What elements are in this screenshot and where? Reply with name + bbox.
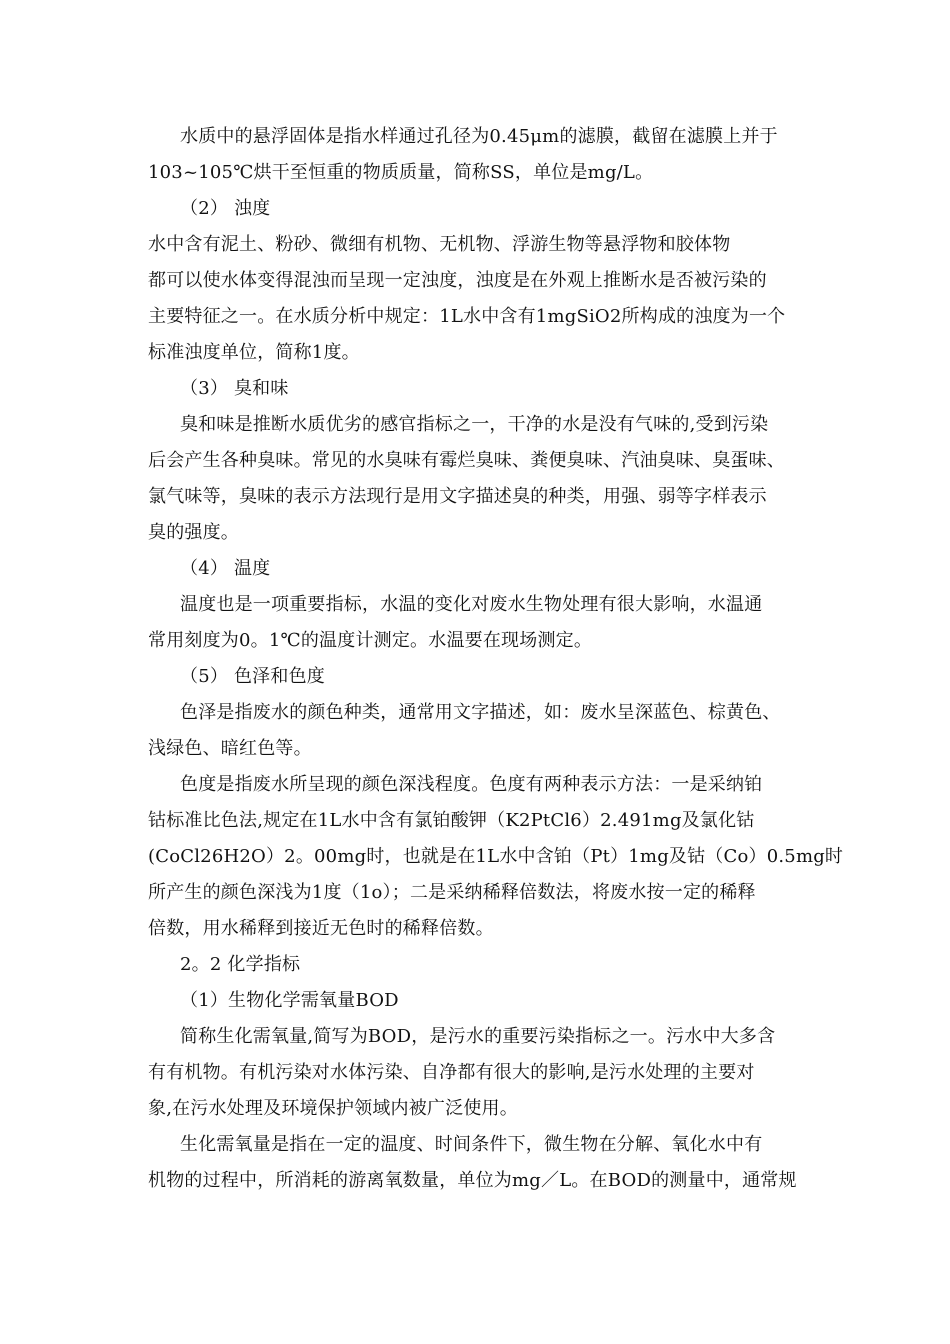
section-heading: （3） 臭和味 (180, 378, 289, 399)
paragraph-line: 臭的强度。 (148, 522, 239, 543)
paragraph-line: 103~105℃烘干至恒重的物质质量，简称SS，单位是mg/L。 (148, 162, 654, 183)
paragraph-line: 有有机物。有机污染对水体污染、自净都有很大的影响,是污水处理的主要对 (148, 1062, 755, 1083)
paragraph-line: (CoCl26H2O）2。00mg时，也就是在1L水中含铂（Pt）1mg及钴（Co）0.5mg时 (148, 846, 844, 867)
paragraph-line: 象,在污水处理及环境保护领域内被广泛使用。 (148, 1098, 518, 1119)
paragraph-line: 温度也是一项重要指标，水温的变化对废水生物处理有很大影响，水温通 (180, 594, 763, 615)
paragraph-line: 后会产生各种臭味。常见的水臭味有霉烂臭味、粪便臭味、汽油臭味、臭蛋味、 (148, 450, 785, 471)
paragraph-line: 机物的过程中，所消耗的游离氧数量，单位为mg／L。在BOD的测量中，通常规 (148, 1170, 797, 1191)
section-heading: 2。2 化学指标 (180, 954, 301, 975)
paragraph-line: 氯气味等，臭味的表示方法现行是用文字描述臭的种类，用强、弱等字样表示 (148, 486, 767, 507)
paragraph-line: 简称生化需氧量,简写为BOD，是污水的重要污染指标之一。污水中大多含 (180, 1026, 776, 1047)
paragraph-line: 色度是指废水所呈现的颜色深浅程度。色度有两种表示方法：一是采纳铂 (180, 774, 763, 795)
paragraph-line: 常用刻度为0。1℃的温度计测定。水温要在现场测定。 (148, 630, 593, 651)
subsection-heading: （1）生物化学需氧量BOD (180, 990, 399, 1011)
paragraph-line: 标准浊度单位，简称1度。 (148, 342, 360, 363)
section-heading: （4） 温度 (180, 558, 271, 579)
section-heading: （5） 色泽和色度 (180, 666, 325, 687)
paragraph-line: 倍数，用水稀释到接近无色时的稀释倍数。 (148, 918, 494, 939)
section-heading: （2） 浊度 (180, 198, 271, 219)
paragraph-line: 水中含有泥土、粉砂、微细有机物、无机物、浮游生物等悬浮物和胶体物 (148, 234, 731, 255)
paragraph-line: 钴标准比色法,规定在1L水中含有氯铂酸钾（K2PtCl6）2.491mg及氯化钴 (148, 810, 755, 831)
paragraph-line: 生化需氧量是指在一定的温度、时间条件下，微生物在分解、氧化水中有 (180, 1134, 763, 1155)
paragraph-line: 都可以使水体变得混浊而呈现一定浊度，浊度是在外观上推断水是否被污染的 (148, 270, 767, 291)
paragraph-line: 水质中的悬浮固体是指水样通过孔径为0.45μm的滤膜，截留在滤膜上并于 (180, 126, 778, 147)
paragraph-line: 所产生的颜色深浅为1度（1o）；二是采纳稀释倍数法，将废水按一定的稀释 (148, 882, 756, 903)
paragraph-line: 色泽是指废水的颜色种类，通常用文字描述，如：废水呈深蓝色、棕黄色、 (180, 702, 781, 723)
paragraph-line: 浅绿色、暗红色等。 (148, 738, 312, 759)
paragraph-line: 主要特征之一。在水质分析中规定：1L水中含有1mgSiO2所构成的浊度为一个 (148, 306, 786, 327)
paragraph-line: 臭和味是推断水质优劣的感官指标之一，干净的水是没有气味的,受到污染 (180, 414, 769, 435)
